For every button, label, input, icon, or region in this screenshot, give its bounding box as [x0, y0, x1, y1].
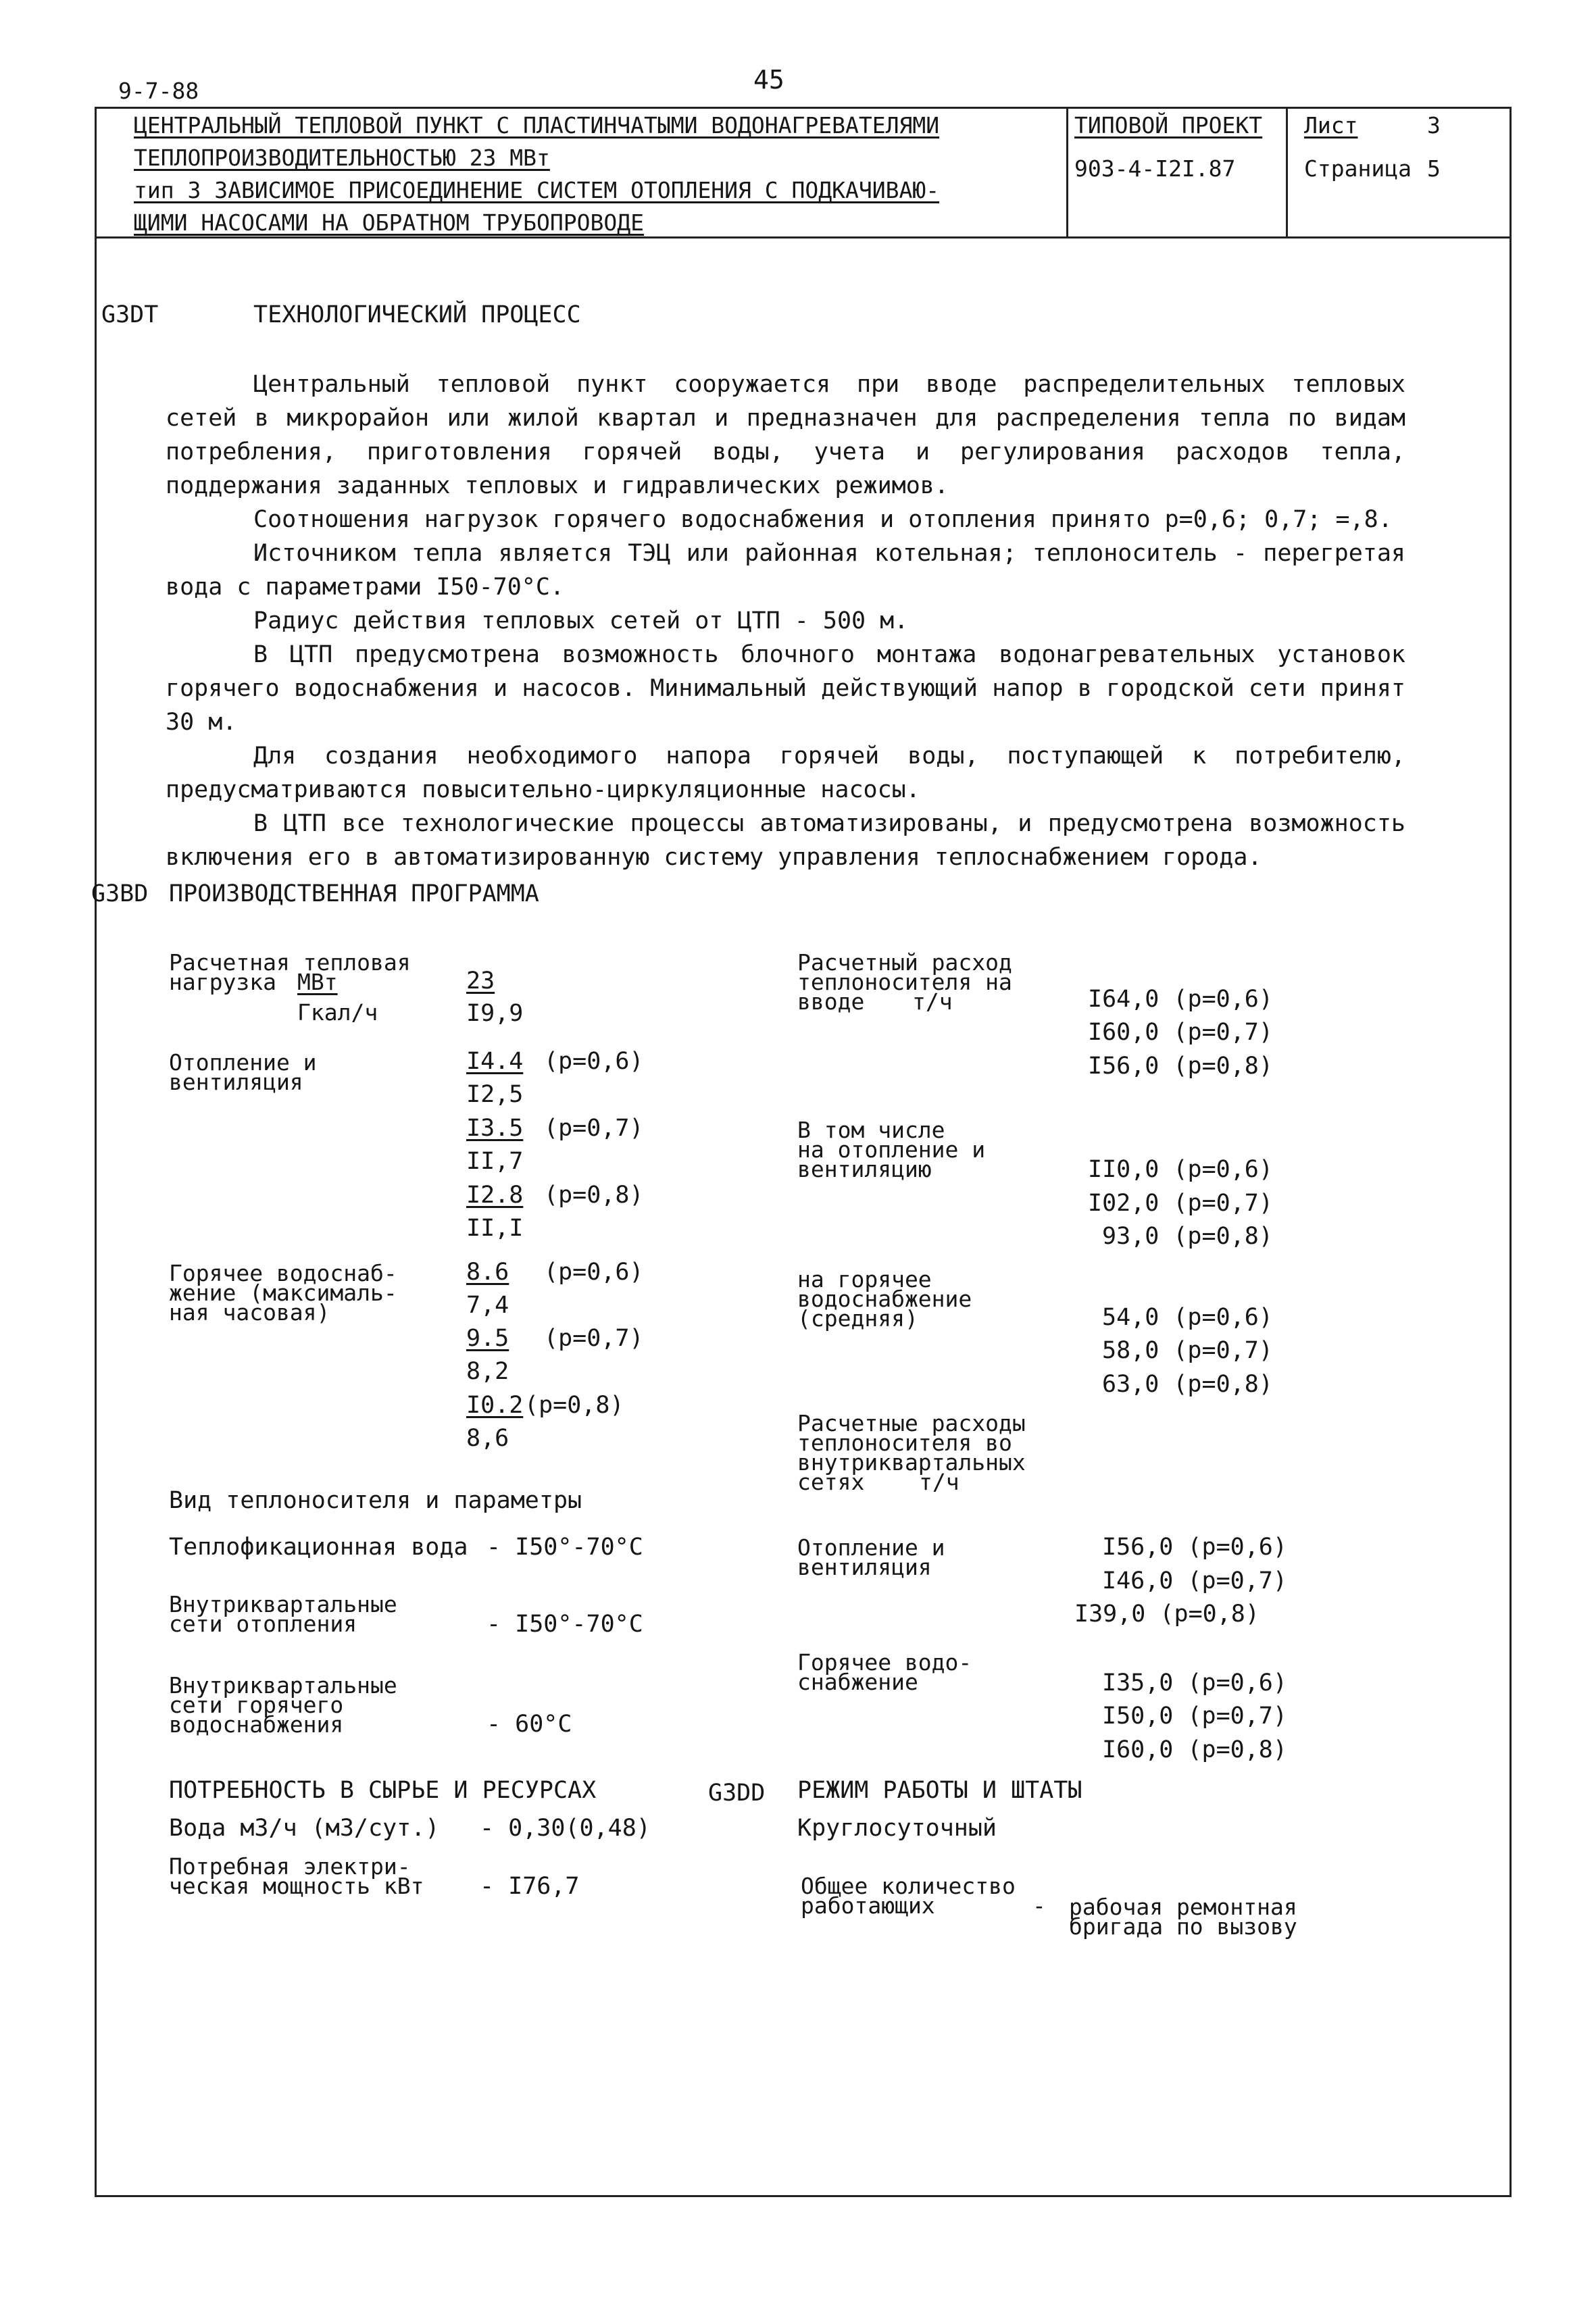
flow-int-heating-value-2: I46,0 (р=0,7) — [1102, 1567, 1287, 1594]
flow-input-unit: т/ч — [912, 988, 953, 1015]
section1-text — [166, 368, 1405, 874]
flow-hotwater-value-3: 63,0 (р=0,8) — [1102, 1371, 1273, 1398]
coolant-item2-label-line1: Внутриквартальные — [169, 1591, 397, 1617]
hotwater-p-1: (р=0,6) — [544, 1259, 644, 1286]
section1-code: G3DT — [101, 301, 159, 328]
hotwater-label-line2: жение (максималь- — [169, 1280, 397, 1306]
page-label: Страница — [1304, 155, 1412, 182]
coolant-item3-label-line1: Внутриквартальные — [169, 1672, 397, 1699]
paragraph: Центральный тепловой пункт сооружается при вводе распределительных тепловых сетей в микрорайон или жилой квартал и предназначен для распределения тепла по видам потребления, приготовления горячей воды, учета и регулирования расходов тепла, поддержания заданных тепловых и гидравлических режимов. — [166, 371, 1405, 499]
section2-code: G3BD — [91, 880, 149, 907]
coolant-item3-label-line2: сети горячего — [169, 1692, 344, 1718]
heating-label-line1: Отопление и — [169, 1049, 317, 1076]
flow-hotwater-label-line3: (средняя) — [797, 1305, 918, 1332]
flow-heating-value-3: 93,0 (р=0,8) — [1102, 1223, 1273, 1250]
hotwater-mw-3: I0.2 — [466, 1392, 524, 1419]
project-label: ТИПОВОЙ ПРОЕКТ — [1074, 112, 1263, 139]
flow-int-hotwater-label-line1: Горячее водо- — [797, 1649, 972, 1676]
flow-hotwater-value-2: 58,0 (р=0,7) — [1102, 1337, 1273, 1364]
hotwater-label-line1: Горячее водоснаб- — [169, 1260, 397, 1286]
title-block-divider-2 — [1286, 107, 1288, 237]
section1-title: ТЕХНОЛОГИЧЕСКИЙ ПРОЦЕСС — [253, 301, 581, 328]
staff-label-line2: работающих — [801, 1892, 935, 1919]
resources-power-value: - I76,7 — [480, 1873, 580, 1900]
flow-input-value-1: I64,0 (р=0,6) — [1088, 986, 1273, 1013]
flow-heating-label-line2: на отопление и — [797, 1136, 986, 1163]
paragraph: В ЦТП все технологические процессы автоматизированы, и предусмотрена возможность включения его в автоматизированную систему управления теплоснабжением города. — [166, 810, 1405, 871]
coolant-title: Вид теплоносителя и параметры — [169, 1487, 582, 1514]
load-label-line1: Расчетная тепловая — [169, 949, 411, 976]
flow-input-label-line2: теплоносителя на — [797, 969, 1012, 995]
page-value: 5 — [1427, 155, 1441, 182]
hotwater-mw-2: 9.5 — [466, 1325, 509, 1352]
load-unit-mw: МВт — [297, 969, 338, 995]
coolant-item2-label-line2: сети отопления — [169, 1611, 357, 1637]
load-unit-gcal: Гкал/ч — [297, 999, 378, 1026]
hotwater-gcal-1: 7,4 — [466, 1292, 509, 1319]
paragraph: Соотношения нагрузок горячего водоснабжения и отопления принято р=0,6; 0,7; =,8. — [253, 506, 1393, 533]
coolant-item3-label-line3: водоснабжения — [169, 1711, 344, 1738]
flow-int-hotwater-label-line2: снабжение — [797, 1669, 918, 1695]
hotwater-gcal-3: 8,6 — [466, 1425, 509, 1452]
heating-p-1: (р=0,6) — [544, 1048, 644, 1075]
staff-dash: - — [1032, 1892, 1046, 1919]
coolant-item1-label: Теплофикационная вода — [169, 1534, 468, 1561]
flow-int-hotwater-value-3: I60,0 (р=0,8) — [1102, 1736, 1287, 1763]
coolant-item3-value: - 60°С — [487, 1711, 572, 1738]
flow-internal-label-line3: внутриквартальных — [797, 1449, 1026, 1476]
flow-heating-value-2: I02,0 (р=0,7) — [1088, 1190, 1273, 1217]
work-mode: Круглосуточный — [797, 1815, 997, 1842]
section3-code: G3DD — [708, 1780, 766, 1807]
flow-hotwater-label-line2: водоснабжение — [797, 1286, 972, 1312]
heating-gcal-3: II,I — [466, 1215, 524, 1242]
flow-int-heating-label-line2: вентиляция — [797, 1554, 932, 1580]
heating-p-3: (р=0,8) — [544, 1182, 644, 1209]
flow-int-heating-label-line1: Отопление и — [797, 1534, 945, 1561]
flow-input-value-2: I60,0 (р=0,7) — [1088, 1019, 1273, 1046]
hotwater-p-2: (р=0,7) — [544, 1325, 644, 1352]
flow-int-heating-value-1: I56,0 (р=0,6) — [1102, 1534, 1287, 1561]
hotwater-p-3: (р=0,8) — [524, 1392, 624, 1419]
title-line-4: ЩИМИ НАСОСАМИ НА ОБРАТНОМ ТРУБОПРОВОДЕ — [134, 209, 644, 236]
staff-label-line1: Общее количество — [801, 1873, 1016, 1899]
flow-internal-unit: т/ч — [919, 1469, 959, 1495]
page-number: 45 — [753, 65, 784, 95]
flow-internal-label-line4: сетях — [797, 1469, 865, 1495]
coolant-item1-value: - I50°-70°С — [487, 1534, 643, 1561]
sheet-label: Лист — [1304, 112, 1358, 139]
paragraph: Для создания необходимого напора горячей воды, поступающей к потребителю, предусматриваются повысительно-циркуляционные насосы. — [166, 743, 1405, 803]
flow-input-label-line3: вводе — [797, 988, 865, 1015]
section2-title: ПРОИЗВОДСТВЕННАЯ ПРОГРАММА — [169, 880, 539, 907]
resources-power-label-line1: Потребная электри- — [169, 1853, 411, 1880]
heating-mw-2: I3.5 — [466, 1115, 524, 1142]
paragraph: Радиус действия тепловых сетей от ЦТП - 500 м. — [253, 607, 909, 634]
flow-int-hotwater-value-1: I35,0 (р=0,6) — [1102, 1669, 1287, 1696]
flow-input-label-line1: Расчетный расход — [797, 949, 1012, 976]
coolant-item2-value: - I50°-70°С — [487, 1611, 643, 1638]
heating-p-2: (р=0,7) — [544, 1115, 644, 1142]
flow-internal-label-line1: Расчетные расходы — [797, 1410, 1026, 1436]
heating-mw-3: I2.8 — [466, 1182, 524, 1209]
corner-code: 9-7-88 — [118, 78, 199, 104]
title-line-1: ЦЕНТРАЛЬНЫЙ ТЕПЛОВОЙ ПУНКТ С ПЛАСТИНЧАТЫМИ ВОДОНАГРЕВАТЕЛЯМИ — [134, 112, 940, 139]
flow-heating-label-line1: В том числе — [797, 1117, 945, 1143]
load-value-gcal: I9,9 — [466, 1000, 524, 1027]
flow-hotwater-label-line1: на горячее — [797, 1266, 932, 1292]
heating-gcal-2: II,7 — [466, 1148, 524, 1175]
flow-int-hotwater-value-2: I50,0 (р=0,7) — [1102, 1703, 1287, 1730]
title-line-2: ТЕПЛОПРОИЗВОДИТЕЛЬНОСТЬЮ 23 МВт — [134, 145, 550, 171]
title-block-divider-1 — [1066, 107, 1068, 237]
flow-heating-value-1: II0,0 (р=0,6) — [1088, 1156, 1273, 1183]
hotwater-gcal-2: 8,2 — [466, 1358, 509, 1385]
paragraph: Источником тепла является ТЭЦ или районная котельная; теплоноситель - перегретая вода с параметрами I50-70°С. — [166, 540, 1405, 601]
resources-title: ПОТРЕБНОСТЬ В СЫРЬЕ И РЕСУРСАХ — [169, 1777, 597, 1804]
flow-heating-label-line3: вентиляцию — [797, 1156, 932, 1182]
flow-hotwater-value-1: 54,0 (р=0,6) — [1102, 1304, 1273, 1331]
sheet-value: 3 — [1427, 112, 1441, 139]
resources-power-label-line2: ческая мощность кВт — [169, 1873, 424, 1899]
heating-mw-1: I4.4 — [466, 1048, 524, 1075]
load-label-line2: нагрузка — [169, 969, 276, 995]
project-number: 903-4-I2I.87 — [1074, 155, 1236, 182]
load-value-mw: 23 — [466, 967, 495, 995]
hotwater-mw-1: 8.6 — [466, 1259, 509, 1286]
resources-water-value: - 0,30(0,48) — [480, 1815, 651, 1842]
title-line-3: тип 3 ЗАВИСИМОЕ ПРИСОЕДИНЕНИЕ СИСТЕМ ОТОПЛЕНИЯ С ПОДКАЧИВАЮ- — [134, 177, 940, 203]
heating-gcal-1: I2,5 — [466, 1081, 524, 1108]
staff-value-line2: бригада по вызову — [1069, 1913, 1297, 1940]
hotwater-label-line3: ная часовая) — [169, 1299, 330, 1326]
flow-int-heating-value-3: I39,0 (р=0,8) — [1074, 1601, 1260, 1628]
section3-title: РЕЖИМ РАБОТЫ И ШТАТЫ — [797, 1777, 1082, 1804]
paragraph: В ЦТП предусмотрена возможность блочного монтажа водонагревательных установок горячего водоснабжения и насосов. Минимальный действующий напор в городской сети принят 30 м. — [166, 641, 1405, 736]
flow-internal-label-line2: теплоносителя во — [797, 1430, 1012, 1456]
heating-label-line2: вентиляция — [169, 1069, 303, 1095]
resources-water-label: Вода м3/ч (м3/сут.) — [169, 1815, 440, 1842]
staff-value-line1: рабочая ремонтная — [1069, 1894, 1297, 1920]
flow-input-value-3: I56,0 (р=0,8) — [1088, 1053, 1273, 1080]
